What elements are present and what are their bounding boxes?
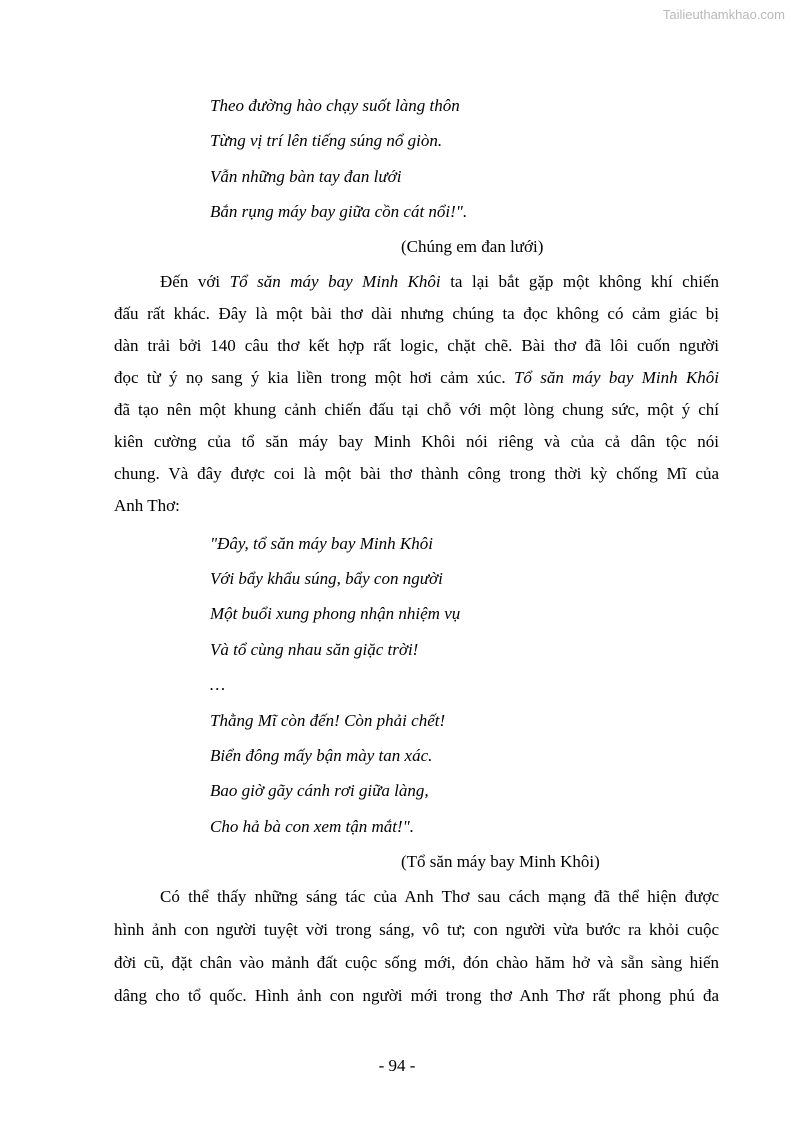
poem-title-italic: Tổ săn máy bay Minh Khôi: [229, 272, 441, 291]
paragraph1-line-7: chung. Và đây được coi là một bài thơ thành công trong thời kỳ chống Mĩ của: [114, 464, 719, 483]
poem1-line-4: Bắn rụng máy bay giữa cồn cát nổi!".: [210, 202, 468, 221]
poem2-line-7: Bao giờ gãy cánh rơi giữa làng,: [210, 781, 429, 800]
paragraph1-line-1: Đến với Tổ săn máy bay Minh Khôi ta lại bắt gặp một không khí chiến: [160, 272, 719, 291]
paragraph1-line-3: dàn trải bởi 140 câu thơ kết hợp rất logic, chặt chẽ. Bài thơ đã lôi cuốn người: [114, 336, 719, 355]
paragraph2-line-2: hình ảnh con người tuyệt vời trong sáng, vô tư; con người vừa bước ra khỏi cuộc: [114, 920, 719, 939]
page-number: - 94 -: [378, 1056, 416, 1075]
poem2-ellipsis: …: [210, 675, 226, 694]
paragraph1-line-2: đấu rất khác. Đây là một bài thơ dài nhưng chúng ta đọc không có cảm giác bị: [114, 304, 719, 323]
paragraph1-line-5: đã tạo nên một khung cảnh chiến đấu tại chỗ với một lòng chung sức, một ý chí: [114, 400, 719, 419]
paragraph1-line-8: Anh Thơ:: [114, 496, 180, 515]
poem2-line-8: Cho hả bà con xem tận mắt!".: [210, 817, 415, 836]
poem2-line-1: "Đây, tổ săn máy bay Minh Khôi: [210, 534, 433, 553]
poem2-line-6: Biển đông mấy bận mày tan xác.: [210, 746, 433, 765]
paragraph2-line-1: Có thể thấy những sáng tác của Anh Thơ sau cách mạng đã thể hiện được: [160, 887, 719, 906]
poem2-line-4: Và tổ cùng nhau săn giặc trời!: [210, 640, 419, 659]
poem2-line-5: Thằng Mĩ còn đến! Còn phải chết!: [210, 711, 446, 730]
paragraph2-line-4: dâng cho tổ quốc. Hình ảnh con người mới trong thơ Anh Thơ rất phong phú đa: [114, 986, 719, 1005]
paragraph1-line-4: đọc từ ý nọ sang ý kia liền trong một hơi cảm xúc. Tổ săn máy bay Minh Khôi: [114, 368, 719, 387]
poem1-line-3: Vẫn những bàn tay đan lưới: [210, 167, 402, 186]
site-watermark: Tailieuthamkhao.com: [662, 7, 785, 22]
poem1-line-2: Từng vị trí lên tiếng súng nổ giòn.: [210, 131, 443, 150]
poem2-line-3: Một buổi xung phong nhận nhiệm vụ: [210, 604, 461, 623]
poem2-line-2: Với bẩy khẩu súng, bẩy con người: [210, 569, 443, 588]
poem-title-italic: Tổ săn máy bay Minh Khôi: [513, 368, 719, 387]
poem2-caption: (Tổ săn máy bay Minh Khôi): [401, 852, 600, 871]
paragraph1-line-6: kiên cường của tổ săn máy bay Minh Khôi nói riêng và của cả dân tộc nói: [114, 432, 719, 451]
paragraph2-line-3: đời cũ, đặt chân vào mảnh đất cuộc sống mới, đón chào hăm hở và sẵn sàng hiến: [114, 953, 719, 972]
poem1-line-1: Theo đường hào chạy suốt làng thôn: [210, 96, 460, 115]
poem1-caption: (Chúng em đan lưới): [401, 237, 544, 256]
